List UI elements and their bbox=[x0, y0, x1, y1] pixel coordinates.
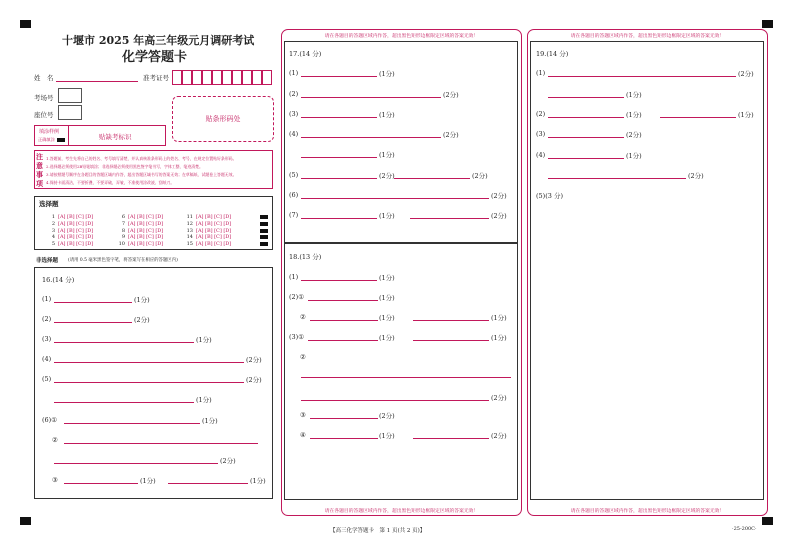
choice-number: 2 bbox=[51, 220, 55, 227]
q17-3-score: (1分) bbox=[379, 111, 395, 119]
q16-6c-score: (2分) bbox=[220, 457, 236, 465]
q17-1-label: (1) bbox=[289, 69, 299, 77]
q18-3d-score: (2分) bbox=[379, 412, 395, 420]
choice-bubble-a[interactable]: [A] bbox=[58, 214, 66, 220]
q18-3-label: (3)① bbox=[289, 333, 305, 341]
q16-6-score: (1分) bbox=[202, 417, 218, 425]
warning-bottom-middle: 请在各题目的答题区域内作答，超出黑色矩形边框限定区域的答案无效！ bbox=[324, 509, 479, 514]
q19-2-score1: (1分) bbox=[626, 111, 642, 119]
q17-1-line[interactable] bbox=[301, 76, 377, 77]
q17-answer-area[interactable] bbox=[284, 41, 518, 243]
choice-bubble-c[interactable]: [C] bbox=[76, 234, 84, 241]
choice-bubble-a[interactable]: [A] bbox=[58, 220, 66, 227]
choice-bubble-d[interactable]: [D] bbox=[155, 214, 164, 220]
q17-7-label: (7) bbox=[289, 211, 299, 219]
choice-bubble-d[interactable]: [D] bbox=[223, 234, 232, 241]
q18-2b-label: ② bbox=[300, 313, 306, 321]
q18-2-score: (1分) bbox=[379, 294, 395, 302]
q19-3-line[interactable] bbox=[548, 137, 624, 138]
fill-correct-label: 正确填涂 bbox=[38, 137, 55, 142]
choice-bubble-c[interactable]: [C] bbox=[214, 227, 222, 234]
q17-4-line[interactable] bbox=[301, 137, 441, 138]
choice-row bbox=[45, 228, 95, 234]
q18-3b-line[interactable] bbox=[301, 377, 511, 378]
choice-bubble-c[interactable]: [C] bbox=[146, 241, 154, 248]
q18-answer-area[interactable] bbox=[284, 243, 518, 500]
choice-row bbox=[115, 241, 165, 247]
choice-row bbox=[183, 241, 233, 247]
choice-row bbox=[115, 221, 165, 227]
q17-5-score: (2分) bbox=[379, 172, 395, 180]
choice-number: 14 bbox=[186, 234, 193, 241]
choice-number: 5 bbox=[51, 241, 55, 248]
q18-3e-line2[interactable] bbox=[413, 438, 489, 439]
q17-6-score: (2分) bbox=[491, 192, 507, 200]
q19-4b-score: (2分) bbox=[688, 172, 704, 180]
ticket-label: 准考证号 bbox=[143, 74, 169, 82]
fill-sample-box bbox=[34, 125, 166, 146]
choice-bubble-d[interactable]: [D] bbox=[223, 241, 232, 248]
choice-bubble-c[interactable]: [C] bbox=[76, 241, 84, 248]
warning-top-middle: 请在各题目的答题区域内作答，超出黑色矩形边框限定区域的答案无效！ bbox=[324, 34, 479, 39]
q16-6b-line[interactable] bbox=[64, 443, 258, 444]
notice-box bbox=[34, 150, 273, 189]
choice-number: 13 bbox=[186, 227, 193, 234]
choice-bubble-b[interactable]: [B] bbox=[205, 227, 213, 234]
choice-row bbox=[45, 221, 95, 227]
choice-number: 8 bbox=[121, 227, 125, 234]
choice-number: 4 bbox=[51, 234, 55, 241]
choice-bubble-b[interactable]: [B] bbox=[205, 214, 213, 220]
choice-bubble-c[interactable]: [C] bbox=[214, 234, 222, 241]
choice-bubble-d[interactable]: [D] bbox=[85, 241, 94, 248]
choice-row bbox=[183, 214, 233, 220]
choice-bubble-d[interactable]: [D] bbox=[223, 227, 232, 234]
choice-bubble-a[interactable]: [A] bbox=[128, 214, 136, 220]
q19-2-line2[interactable] bbox=[660, 117, 736, 118]
timing-mark bbox=[260, 222, 268, 226]
q19-1b-line[interactable] bbox=[548, 97, 624, 98]
q16-1-line[interactable] bbox=[54, 302, 132, 303]
choice-number: 3 bbox=[51, 227, 55, 234]
q16-1-score: (1分) bbox=[134, 296, 150, 304]
q18-1-score: (1分) bbox=[379, 274, 395, 282]
choice-row bbox=[45, 241, 95, 247]
name-label: 姓 名 bbox=[34, 74, 54, 82]
q18-1-label: (1) bbox=[289, 273, 299, 281]
choice-number: 15 bbox=[186, 241, 193, 248]
q19-2-label: (2) bbox=[536, 110, 546, 118]
q18-3-line2[interactable] bbox=[413, 340, 489, 341]
q19-title: 19.(14 分) bbox=[536, 50, 569, 58]
q18-2b-line1[interactable] bbox=[310, 320, 378, 321]
q16-5b-line[interactable] bbox=[54, 402, 194, 403]
nonchoice-title: 非选择题 bbox=[36, 258, 59, 264]
q19-4-score: (1分) bbox=[626, 152, 642, 160]
choice-bubble-d[interactable]: [D] bbox=[85, 214, 94, 220]
q16-3-score: (1分) bbox=[196, 336, 212, 344]
choice-bubble-b[interactable]: [B] bbox=[205, 234, 213, 241]
q19-1b-score: (1分) bbox=[626, 91, 642, 99]
choice-bubble-d[interactable]: [D] bbox=[155, 234, 164, 241]
choice-bubble-d[interactable]: [D] bbox=[223, 220, 232, 227]
fill-sample-label: 填涂样例 bbox=[39, 129, 60, 135]
choice-bubble-c[interactable]: [C] bbox=[146, 214, 154, 220]
q16-2-label: (2) bbox=[42, 315, 52, 323]
q19-3-label: (3) bbox=[536, 130, 546, 138]
choice-bubble-a[interactable]: [A] bbox=[196, 227, 204, 234]
q17-5b-score: (2分) bbox=[472, 172, 488, 180]
q18-3c-line[interactable] bbox=[301, 400, 489, 401]
barcode-label: 贴条形码处 bbox=[205, 115, 241, 123]
q18-3-score2: (1分) bbox=[491, 334, 507, 342]
choice-bubble-b[interactable]: [B] bbox=[137, 234, 145, 241]
q16-5-score: (2分) bbox=[246, 376, 262, 384]
q19-3-score: (2分) bbox=[626, 131, 642, 139]
q17-6-line[interactable] bbox=[301, 198, 489, 199]
choice-bubble-b[interactable]: [B] bbox=[67, 214, 75, 220]
q18-2-label: (2)① bbox=[289, 293, 305, 301]
q17-7-line1[interactable] bbox=[301, 218, 377, 219]
q17-3-label: (3) bbox=[289, 110, 299, 118]
choice-bubble-c[interactable]: [C] bbox=[214, 220, 222, 227]
choice-bubble-c[interactable]: [C] bbox=[214, 241, 222, 248]
choice-bubble-b[interactable]: [B] bbox=[137, 214, 145, 220]
q18-1-line[interactable] bbox=[301, 280, 377, 281]
q18-2b-score1: (1分) bbox=[379, 314, 395, 322]
notice-title: 注 意 事 项 bbox=[36, 152, 43, 188]
timing-mark bbox=[260, 229, 268, 233]
q17-5-line[interactable] bbox=[301, 178, 377, 179]
choice-row bbox=[183, 228, 233, 234]
choice-bubble-a[interactable]: [A] bbox=[128, 220, 136, 227]
notice-lines: 1.答题前，考生先将自己的姓名、考号填写清楚，并认真核准条形码上的姓名、考号，在规定位置贴好条形码。 2.选择题必须使用2B铅笔填涂；非选择题必须使用黑色签字笔书写，字体工整、笔迹清楚。 3.请按照题号顺序在各题目的答题区域内作答，超出答题区域书写的答案无效；在草稿纸、试题卷上答题无效。 4.保持卡面清洁，不要折叠，不要弄破，弄皱，不准使用涂改液、刮纸刀。 bbox=[46, 156, 237, 185]
choice-bubble-a[interactable]: [A] bbox=[128, 234, 136, 241]
q18-3-line1[interactable] bbox=[308, 340, 378, 341]
card-title: 化学答题卡 bbox=[122, 50, 188, 65]
q16-5b-score: (1分) bbox=[196, 396, 212, 404]
choice-bubble-a[interactable]: [A] bbox=[58, 234, 66, 241]
q19-1-line[interactable] bbox=[548, 76, 736, 77]
q17-4b-line[interactable] bbox=[301, 157, 377, 158]
choice-bubble-b[interactable]: [B] bbox=[205, 241, 213, 248]
q19-2-line1[interactable] bbox=[548, 117, 624, 118]
q16-3-line[interactable] bbox=[54, 342, 194, 343]
choice-bubble-d[interactable]: [D] bbox=[85, 227, 94, 234]
q17-4-label: (4) bbox=[289, 130, 299, 138]
corner-mark bbox=[762, 20, 773, 28]
room-field[interactable] bbox=[58, 88, 82, 103]
choice-bubble-d[interactable]: [D] bbox=[85, 234, 94, 241]
choice-bubble-c[interactable]: [C] bbox=[146, 227, 154, 234]
exam-title: 十堰市 2025 年高三年级元月调研考试 bbox=[62, 34, 255, 47]
choice-bubble-b[interactable]: [B] bbox=[137, 227, 145, 234]
q16-6-line[interactable] bbox=[64, 423, 200, 424]
choice-bubble-a[interactable]: [A] bbox=[196, 241, 204, 248]
q18-2b-line2[interactable] bbox=[413, 320, 489, 321]
q16-5-line[interactable] bbox=[54, 382, 244, 383]
q18-3c-score: (2分) bbox=[491, 394, 507, 402]
absent-mark-label: 贴缺考标识 bbox=[99, 133, 132, 141]
choice-bubble-b[interactable]: [B] bbox=[137, 241, 145, 248]
choice-number: 11 bbox=[186, 214, 193, 220]
q17-7-score1: (1分) bbox=[379, 212, 395, 220]
choice-bubble-a[interactable]: [A] bbox=[128, 241, 136, 248]
q16-2-line[interactable] bbox=[54, 322, 132, 323]
q18-3e-score1: (1分) bbox=[379, 432, 395, 440]
q19-4-line[interactable] bbox=[548, 158, 624, 159]
choice-bubble-d[interactable]: [D] bbox=[155, 227, 164, 234]
q18-title: 18.(13 分) bbox=[289, 253, 322, 261]
q17-5-label: (5) bbox=[289, 171, 299, 179]
choice-bubble-a[interactable]: [A] bbox=[196, 220, 204, 227]
choice-bubble-b[interactable]: [B] bbox=[67, 227, 75, 234]
q18-3e-score2: (2分) bbox=[491, 432, 507, 440]
choice-number: 9 bbox=[121, 234, 125, 241]
q16-5-label: (5) bbox=[42, 375, 52, 383]
seat-field[interactable] bbox=[58, 105, 82, 120]
choice-number: 10 bbox=[118, 241, 125, 248]
q18-2-line[interactable] bbox=[308, 300, 378, 301]
choice-bubble-c[interactable]: [C] bbox=[146, 220, 154, 227]
q16-6d-line2[interactable] bbox=[168, 483, 248, 484]
footer-code: ·25-200C· bbox=[732, 526, 757, 532]
choice-bubble-b[interactable]: [B] bbox=[67, 220, 75, 227]
q16-3-label: (3) bbox=[42, 335, 52, 343]
choice-row bbox=[45, 214, 95, 220]
q16-title: 16.(14 分) bbox=[42, 276, 75, 284]
choice-bubble-c[interactable]: [C] bbox=[76, 214, 84, 220]
q17-7-score2: (2分) bbox=[491, 212, 507, 220]
q17-title: 17.(14 分) bbox=[289, 50, 322, 58]
choice-bubble-a[interactable]: [A] bbox=[58, 227, 66, 234]
name-field[interactable] bbox=[56, 81, 138, 82]
nonchoice-note: (请用 0.5 毫米黑色签字笔，将答案写在相应的答题区内) bbox=[68, 258, 178, 263]
q17-5b-line[interactable] bbox=[394, 178, 470, 179]
choice-bubble-c[interactable]: [C] bbox=[146, 234, 154, 241]
choice-title: 选择题 bbox=[39, 200, 59, 208]
q18-2b-score2: (1分) bbox=[491, 314, 507, 322]
q17-3-line[interactable] bbox=[301, 117, 377, 118]
choice-bubble-a[interactable]: [A] bbox=[128, 227, 136, 234]
choice-bubble-c[interactable]: [C] bbox=[76, 227, 84, 234]
q17-2-line[interactable] bbox=[301, 97, 441, 98]
q18-3-score1: (1分) bbox=[379, 334, 395, 342]
q19-4b-line[interactable] bbox=[548, 178, 686, 179]
seat-label: 座位号 bbox=[34, 111, 54, 119]
choice-bubble-d[interactable]: [D] bbox=[85, 220, 94, 227]
q17-2-label: (2) bbox=[289, 90, 299, 98]
choice-row bbox=[183, 221, 233, 227]
choice-row bbox=[45, 234, 95, 240]
choice-bubble-a[interactable]: [A] bbox=[196, 234, 204, 241]
q18-3e-line1[interactable] bbox=[310, 438, 378, 439]
choice-row bbox=[115, 234, 165, 240]
warning-top-right: 请在各题目的答题区域内作答，超出黑色矩形边框限定区域的答案无效！ bbox=[570, 34, 725, 39]
footer-page-info: 【高三化学答题卡 第 1 页(共 2 页)】 bbox=[330, 528, 426, 534]
corner-mark bbox=[762, 517, 773, 525]
choice-bubble-d[interactable]: [D] bbox=[155, 220, 164, 227]
q19-1-label: (1) bbox=[536, 69, 546, 77]
timing-mark bbox=[260, 242, 268, 246]
choice-bubble-c[interactable]: [C] bbox=[76, 220, 84, 227]
q18-3b-label: ② bbox=[300, 353, 306, 361]
q16-6d-score1: (1分) bbox=[140, 477, 156, 485]
corner-mark bbox=[20, 20, 31, 28]
q19-2-score2: (1分) bbox=[738, 111, 754, 119]
q19-4-label: (4) bbox=[536, 151, 546, 159]
choice-bubble-a[interactable]: [A] bbox=[196, 214, 204, 220]
choice-bubble-b[interactable]: [B] bbox=[67, 234, 75, 241]
q18-3d-line[interactable] bbox=[310, 418, 378, 419]
q16-1-label: (1) bbox=[42, 295, 52, 303]
q17-6-label: (6) bbox=[289, 191, 299, 199]
choice-section bbox=[34, 196, 273, 250]
barcode-area bbox=[172, 96, 274, 142]
warning-bottom-right: 请在各题目的答题区域内作答，超出黑色矩形边框限定区域的答案无效！ bbox=[570, 509, 725, 514]
choice-bubble-b[interactable]: [B] bbox=[137, 220, 145, 227]
timing-mark bbox=[260, 235, 268, 239]
q16-6c-line[interactable] bbox=[54, 463, 218, 464]
q16-4-label: (4) bbox=[42, 355, 52, 363]
q16-6d-score2: (1分) bbox=[250, 477, 266, 485]
q19-answer-area[interactable] bbox=[530, 41, 764, 500]
choice-number: 7 bbox=[121, 220, 125, 227]
q17-4b-score: (1分) bbox=[379, 151, 395, 159]
q16-6-label: (6)① bbox=[42, 416, 58, 424]
filled-bubble-sample bbox=[57, 138, 65, 142]
q16-2-score: (2分) bbox=[134, 316, 150, 324]
choice-bubble-a[interactable]: [A] bbox=[58, 241, 66, 248]
choice-bubble-d[interactable]: [D] bbox=[223, 214, 232, 220]
q19-1-score: (2分) bbox=[738, 70, 754, 78]
choice-row bbox=[183, 234, 233, 240]
q17-7-line2[interactable] bbox=[410, 218, 489, 219]
choice-number: 12 bbox=[186, 220, 193, 227]
q16-6b-label: ② bbox=[52, 436, 58, 444]
timing-mark bbox=[260, 215, 268, 219]
q18-3e-label: ④ bbox=[300, 431, 306, 439]
choice-bubble-c[interactable]: [C] bbox=[214, 214, 222, 220]
choice-bubble-b[interactable]: [B] bbox=[67, 241, 75, 248]
choice-number: 6 bbox=[121, 214, 125, 220]
choice-row bbox=[115, 228, 165, 234]
choice-bubble-d[interactable]: [D] bbox=[155, 241, 164, 248]
q17-2-score: (2分) bbox=[443, 91, 459, 99]
q17-1-score: (1分) bbox=[379, 70, 395, 78]
q16-6d-line1[interactable] bbox=[64, 483, 138, 484]
corner-mark bbox=[20, 517, 31, 525]
choice-number: 1 bbox=[51, 214, 55, 220]
q16-4-line[interactable] bbox=[54, 362, 244, 363]
choice-row bbox=[115, 214, 165, 220]
q16-4-score: (2分) bbox=[246, 356, 262, 364]
q19-5-label: (5)(3 分) bbox=[536, 192, 563, 200]
q16-6d-label: ③ bbox=[52, 476, 58, 484]
room-label: 考场号 bbox=[34, 94, 54, 102]
q18-3d-label: ③ bbox=[300, 411, 306, 419]
q17-4-score: (2分) bbox=[443, 131, 459, 139]
choice-bubble-b[interactable]: [B] bbox=[205, 220, 213, 227]
